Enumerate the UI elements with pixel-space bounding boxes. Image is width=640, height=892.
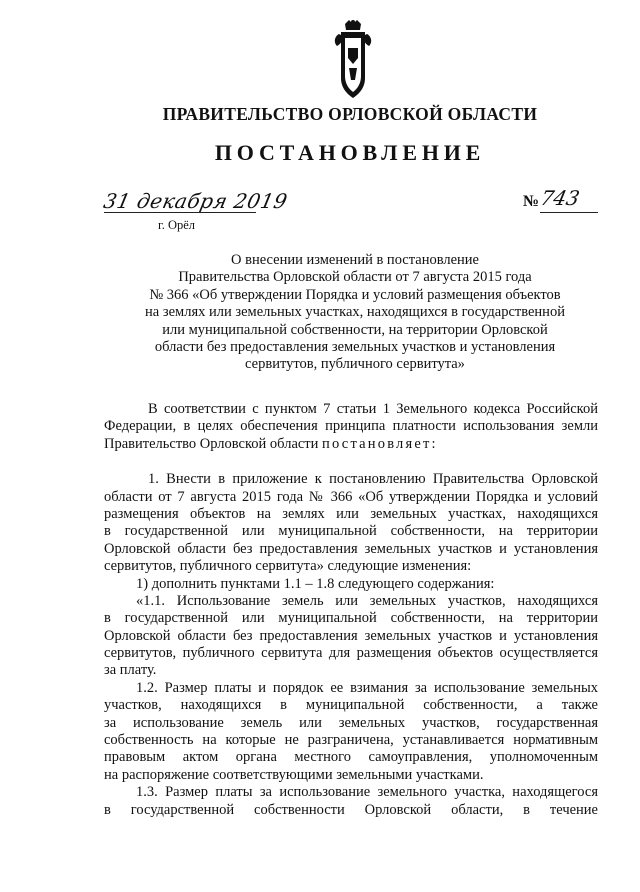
document-body	[104, 401, 598, 819]
body-line: области от 7 августа 2015 года № 366 «Об утверждении Порядка и условий	[104, 488, 598, 505]
title-line: или муниципальной собственности, на территории Орловской	[162, 321, 548, 338]
body-line: 1. Внести в приложение к постановлению Правительства Орловской	[148, 471, 598, 488]
body-line: собственность на которые не разграничена, устанавливается нормативным	[104, 732, 598, 749]
city-label: г. Орёл	[158, 218, 196, 232]
body-line: на распоряжение соответствующими земельными участками.	[104, 766, 484, 783]
date-underline	[104, 212, 256, 213]
title-line: области без предоставления земельных участков и установления	[154, 339, 556, 356]
body-line: Орловской области без предоставления земельных участков и установления	[104, 627, 598, 644]
handwritten-date: 31 декабря 2019	[101, 189, 290, 213]
body-line: 1.2. Размер платы и порядок ее взимания за использование земельных	[136, 679, 598, 696]
preamble-paragraph	[104, 401, 598, 453]
title-line: Правительства Орловской области от 7 августа 2015 года	[178, 269, 532, 286]
number-label: №	[523, 193, 540, 210]
body-line: 1.3. Размер платы за использование земельного участка, находящегося	[136, 784, 598, 801]
handwritten-number: 743	[538, 186, 582, 210]
body-line: сервитутов, публичного сервитута для размещения объектов осуществляется	[104, 645, 598, 662]
document-type-heading: ПОСТАНОВЛЕНИЕ	[214, 140, 486, 165]
organization-heading: ПРАВИТЕЛЬСТВО ОРЛОВСКОЙ ОБЛАСТИ	[162, 104, 538, 124]
body-line: участков, находящихся в муниципальной собственности, а также	[104, 697, 598, 714]
body-line: за использование земель или земельных участков, государственная	[104, 714, 598, 731]
title-line: на землях или земельных участках, находящихся в государственной	[145, 304, 565, 321]
body-line: В соответствии с пунктом 7 статьи 1 Земельного кодекса Российской	[148, 401, 598, 417]
item-1-paragraph	[104, 471, 598, 575]
body-line	[104, 436, 598, 453]
body-line: Орловской области без предоставления земельных участков и установления	[104, 540, 598, 557]
coat-of-arms-emblem	[331, 18, 375, 100]
body-line: размещения объектов на землях или земельных участках, находящихся	[104, 505, 598, 522]
body-line: «1.1. Использование земель или земельных участков, находящихся	[136, 592, 598, 609]
resolution-verb: постановляет	[322, 435, 432, 452]
clause-1-3-paragraph	[104, 784, 598, 819]
body-text: Правительство Орловской области	[104, 435, 323, 452]
body-line: 1) дополнить пунктами 1.1 – 1.8 следующего содержания:	[136, 575, 495, 592]
document-title	[120, 252, 590, 374]
body-line: в государственной или муниципальной собственности, на территории	[104, 523, 598, 540]
subitem-1-paragraph	[104, 576, 598, 593]
body-line: Федерации, в целях обеспечения принципа платности использования земли	[104, 418, 598, 435]
title-line: О внесении изменений в постановление	[231, 252, 479, 268]
body-line: за плату.	[104, 662, 157, 679]
body-line: в государственной собственности Орловской области, в течение	[104, 801, 598, 818]
body-line: в государственной или муниципальной собственности, на территории	[104, 610, 598, 627]
body-line: правовым актом органа местного самоуправления, уполномоченным	[104, 749, 598, 766]
number-underline	[540, 212, 598, 213]
body-text: :	[431, 435, 436, 452]
body-line: сервитутов, публичного сервитута» следующие изменения:	[104, 558, 472, 575]
title-line: № 366 «Об утверждении Порядка и условий размещения объектов	[149, 286, 561, 303]
clause-1-1-paragraph	[104, 593, 598, 680]
title-line: сервитутов, публичного сервитута»	[245, 356, 465, 373]
clause-1-2-paragraph	[104, 680, 598, 784]
